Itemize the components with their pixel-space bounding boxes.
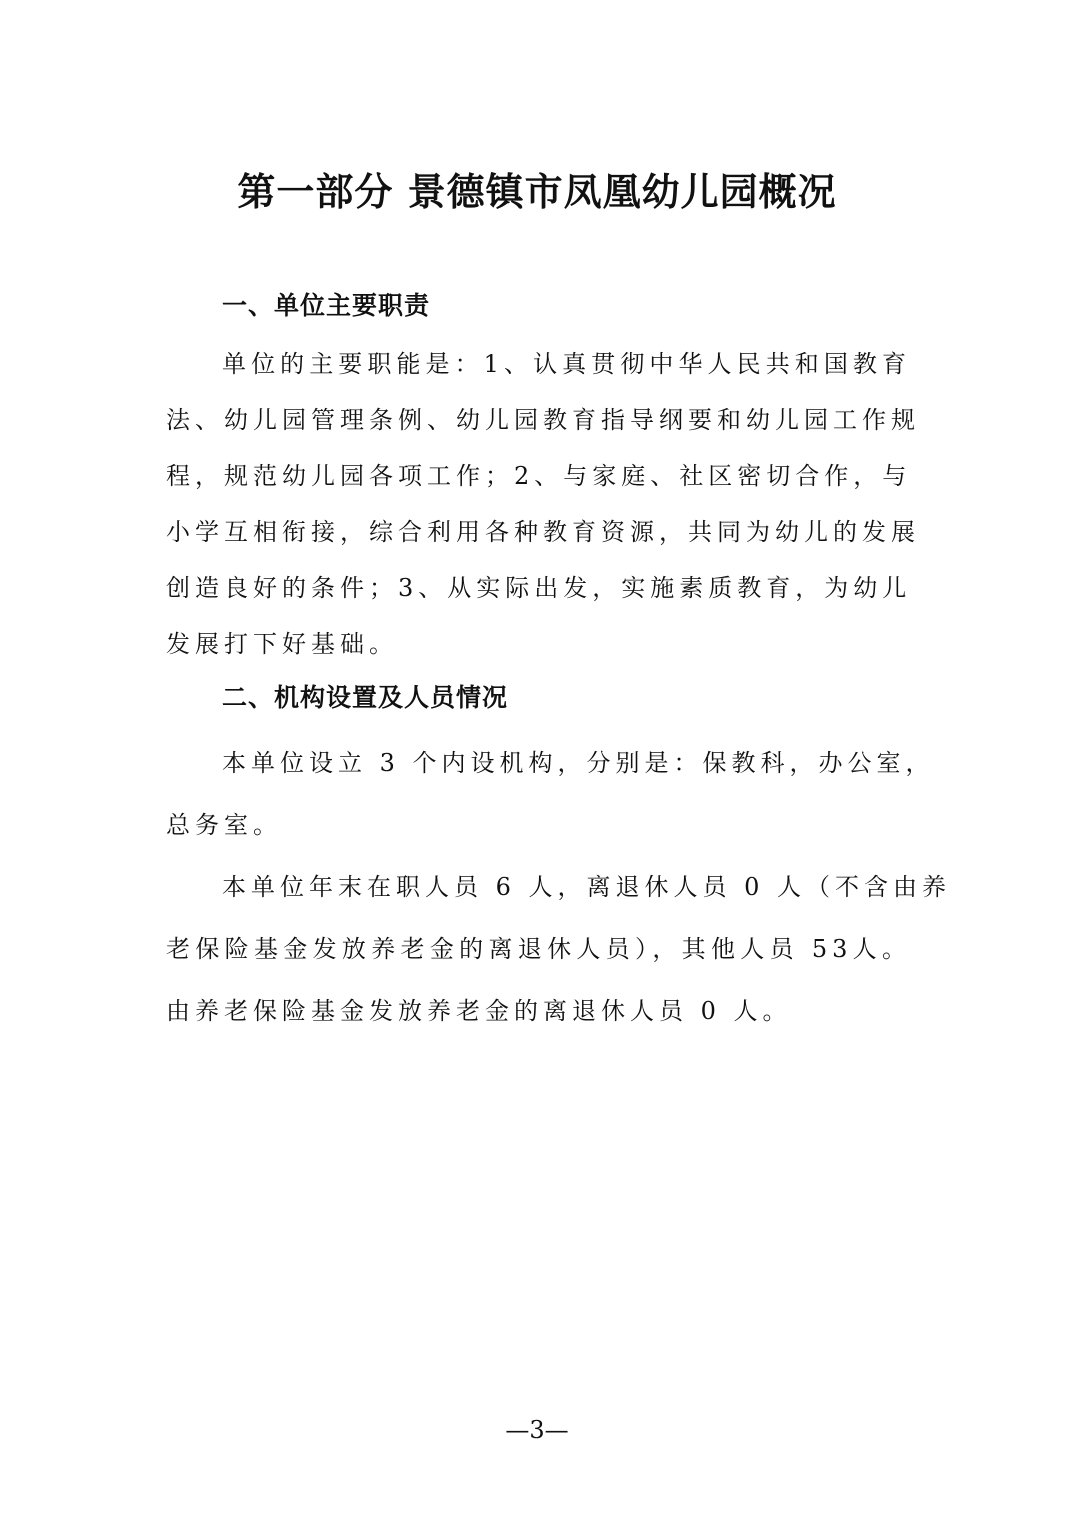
paragraph-line: 由养老保险基金发放养老金的离退休人员 0 人。	[166, 997, 792, 1025]
paragraph-departments	[166, 732, 935, 856]
paragraph-line: 老保险基金发放养老金的离退休人员），其他人员 53人。	[166, 935, 911, 963]
paragraph-line: 创造良好的条件；3、从实际出发，实施素质教育，为幼儿	[166, 574, 912, 602]
paragraph-line: 小学互相衔接，综合利用各种教育资源，共同为幼儿的发展	[166, 518, 920, 546]
page-number: —3—	[505, 1416, 569, 1444]
paragraph-line: 法、幼儿园管理条例、幼儿园教育指导纲要和幼儿园工作规	[166, 406, 920, 434]
section-heading-responsibilities: 一、单位主要职责	[222, 291, 431, 320]
paragraph-responsibilities	[166, 336, 920, 672]
paragraph-line: 本单位设立 3 个内设机构，分别是：保教科，办公室，	[222, 749, 935, 777]
paragraph-staff	[166, 856, 952, 1042]
paragraph-line: 本单位年末在职人员 6 人，离退休人员 0 人（不含由养	[222, 873, 952, 901]
paragraph-line: 发展打下好基础。	[166, 630, 398, 658]
paragraph-line: 程，规范幼儿园各项工作；2、与家庭、社区密切合作，与	[166, 462, 912, 490]
section-heading-organization: 二、机构设置及人员情况	[222, 683, 509, 712]
page-title: 第一部分 景德镇市凤凰幼儿园概况	[237, 170, 837, 214]
paragraph-line: 总务室。	[166, 811, 282, 839]
paragraph-line: 单位的主要职能是：1、认真贯彻中华人民共和国教育	[222, 350, 911, 378]
